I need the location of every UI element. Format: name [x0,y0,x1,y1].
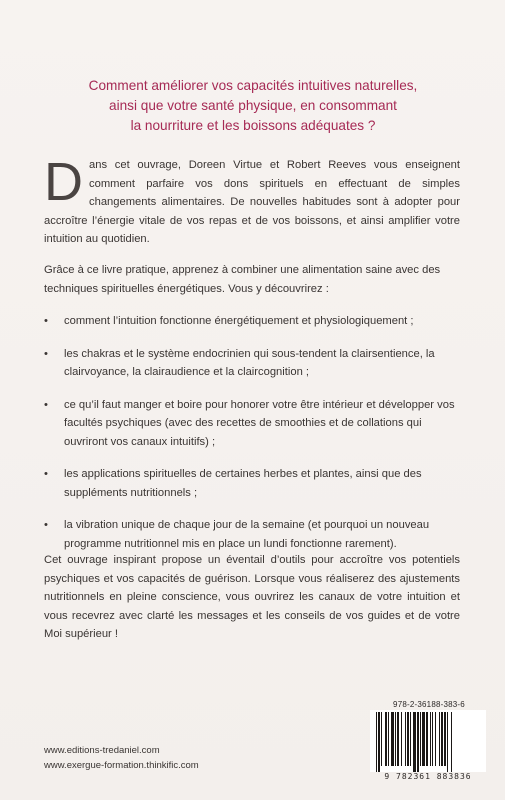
list-item [44,396,464,452]
list-item [44,345,464,382]
intro-paragraph [44,152,460,249]
isbn-label: 978-2-36188-383-6 [393,700,465,709]
bullet-icon: • [44,519,48,531]
headline-line-2: ainsi que votre santé physique, en consommant [109,98,397,113]
barcode-image [370,710,486,772]
intro-text: ans cet ouvrage, Doreen Virtue et Robert Reeves vous enseignent comment parfaire vos dons spirituels en effectuant de simples changements alimentaires. De nouvelles habitudes sont à adopter pour accroître l’énergie vitale de vos repas et de vos boissons, et ainsi amplifier votre intuition au quotidien. [44,159,460,245]
bullet-icon: • [44,398,48,411]
headline-line-1: Comment améliorer vos capacités intuitives naturelles, [88,78,418,93]
feature-list [44,312,464,567]
list-item-text: ce qu’il faut manger et boire pour honorer votre être intérieur et développer vos facultés psychiques (avec des recettes de smoothies et de collations qui ouvriront vos canaux intuitifs) ; [64,398,455,448]
list-item-text: les applications spirituelles de certaines herbes et plantes, ainsi que des suppléments nutritionnels ; [64,468,422,499]
publisher-url-2: www.exergue-formation.thinkific.com [44,759,199,771]
list-item-text: les chakras et le système endocrinien qui sous-tendent la clairsentience, la clairvoyance, la clairaudience et la claircognition ; [64,347,435,378]
publisher-urls [44,744,199,773]
bullet-icon: • [44,315,48,327]
barcode-digits: 9 782361 883836 [384,772,472,781]
drop-cap: D [44,152,83,212]
closing-paragraph: Cet ouvrage inspirant propose un éventail d’outils pour accroître vos potentiels psychiques et vos capacités de guérison. Lorsque vous réaliserez des ajustements nutritionnels en pleine conscience, vous ouvrirez les canaux de votre intuition et vous recevrez avec clarté les messages et les conseils de vos guides et de votre Moi supérieur ! [44,554,460,640]
headline-line-3: la nourriture et les boissons adéquates ? [130,118,376,133]
list-item [44,312,464,331]
list-item-text: comment l’intuition fonctionne énergétiquement et physiologiquement ; [64,315,414,327]
list-item-text: la vibration unique de chaque jour de la semaine (et pourquoi un nouveau programme nutritionnel mis en place un lundi fonctionne rarement). [64,519,430,550]
list-item [44,465,464,502]
list-item [44,516,464,553]
headline [52,76,454,136]
bullet-icon: • [44,347,48,360]
publisher-url-1: www.editions-tredaniel.com [44,745,160,756]
lead-paragraph: Grâce à ce livre pratique, apprenez à combiner une alimentation saine avec des techniques spirituelles énergétiques. Vous y découvrirez : [44,264,441,295]
bullet-icon: • [44,468,48,480]
